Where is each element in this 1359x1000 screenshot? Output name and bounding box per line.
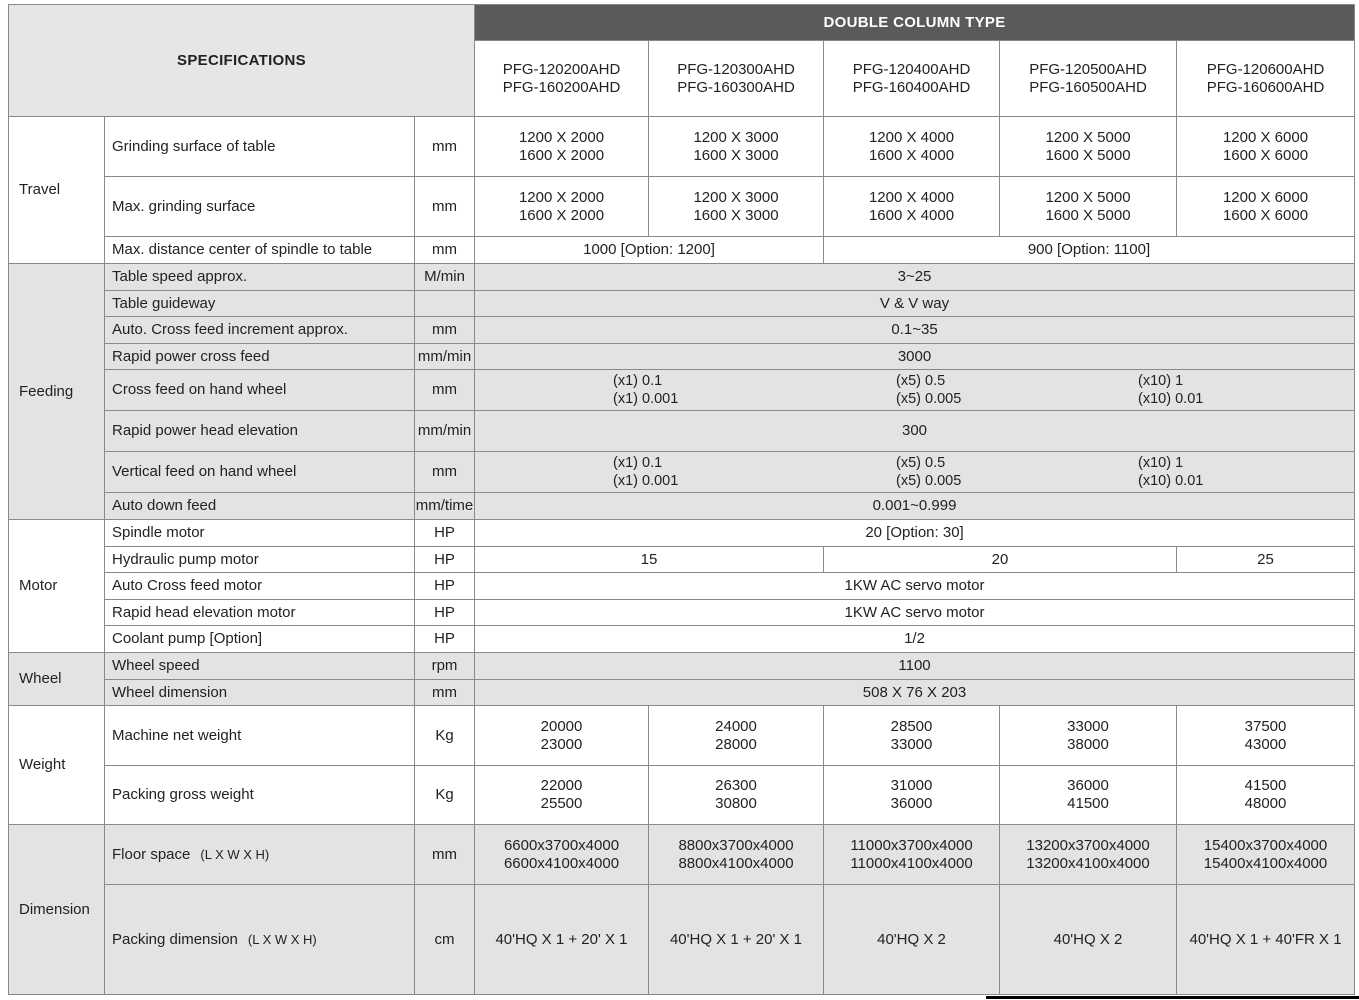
row-unit-coolant-pump: HP xyxy=(415,626,475,653)
net-weight-cell: 28500 33000 xyxy=(824,706,1000,766)
net-weight-cell: 20000 23000 xyxy=(475,706,649,766)
table-guideway-value: V & V way xyxy=(475,291,1355,317)
hand-wheel-x1: (x1) 0.1 (x1) 0.001 xyxy=(613,373,679,407)
hand-wheel-x10: (x10) 1 (x10) 0.01 xyxy=(1138,373,1204,407)
row-label-auto-cross-feed-motor: Auto Cross feed motor xyxy=(105,573,415,600)
model-column-5: PFG-120600AHD PFG-160600AHD xyxy=(1177,41,1355,117)
model-column-2: PFG-120300AHD PFG-160300AHD xyxy=(649,41,824,117)
specifications-table xyxy=(8,4,1355,995)
rapid-head-elevation-motor-value: 1KW AC servo motor xyxy=(475,600,1355,626)
max-grinding-surface-cell: 1200 X 5000 1600 X 5000 xyxy=(1000,177,1177,237)
row-label-vertical-feed-hand-wheel: Vertical feed on hand wheel xyxy=(105,452,415,493)
row-label-rapid-power-head-elevation: Rapid power head elevation xyxy=(105,411,415,452)
hydraulic-pump-motor-value: 20 xyxy=(824,547,1177,573)
model-column-4: PFG-120500AHD PFG-160500AHD xyxy=(1000,41,1177,117)
max-grinding-surface-cell: 1200 X 2000 1600 X 2000 xyxy=(475,177,649,237)
vertical-feed-hand-wheel-values xyxy=(475,452,1355,493)
row-label-rapid-head-elevation-motor: Rapid head elevation motor xyxy=(105,600,415,626)
grinding-surface-cell: 1200 X 2000 1600 X 2000 xyxy=(475,117,649,177)
gross-weight-cell: 22000 25500 xyxy=(475,766,649,825)
vertical-wheel-x5: (x5) 0.5 (x5) 0.005 xyxy=(896,455,962,489)
row-label-floor-space: Floor space (L X W X H) xyxy=(105,825,415,885)
row-unit-rapid-head-elevation-motor: HP xyxy=(415,600,475,626)
row-label-hydraulic-pump-motor: Hydraulic pump motor xyxy=(105,547,415,573)
row-label-rapid-power-cross-feed: Rapid power cross feed xyxy=(105,344,415,370)
grinding-surface-cell: 1200 X 6000 1600 X 6000 xyxy=(1177,117,1355,177)
row-unit-max-grinding-surface: mm xyxy=(415,177,475,237)
row-label-auto-cross-feed: Auto. Cross feed increment approx. xyxy=(105,317,415,344)
hydraulic-pump-motor-value: 25 xyxy=(1177,547,1355,573)
auto-cross-feed-value: 0.1~35 xyxy=(475,317,1355,344)
row-label-spindle-motor: Spindle motor xyxy=(105,520,415,547)
auto-down-feed-value: 0.001~0.999 xyxy=(475,493,1355,520)
row-label-table-guideway: Table guideway xyxy=(105,291,415,317)
gross-weight-cell: 41500 48000 xyxy=(1177,766,1355,825)
packing-dimension-cell: 40'HQ X 2 xyxy=(824,885,1000,995)
wheel-dimension-value: 508 X 76 X 203 xyxy=(475,680,1355,706)
coolant-pump-value: 1/2 xyxy=(475,626,1355,653)
row-label-packing-dimension: Packing dimension (L X W X H) xyxy=(105,885,415,995)
footer-rule xyxy=(986,996,1359,999)
model-column-3: PFG-120400AHD PFG-160400AHD xyxy=(824,41,1000,117)
packing-dimension-cell: 40'HQ X 1 + 20' X 1 xyxy=(649,885,824,995)
rapid-power-cross-feed-value: 3000 xyxy=(475,344,1355,370)
row-unit-cross-feed-hand-wheel: mm xyxy=(415,370,475,411)
row-unit-table-speed: M/min xyxy=(415,264,475,291)
row-unit-auto-cross-feed-motor: HP xyxy=(415,573,475,600)
packing-dimension-cell: 40'HQ X 1 + 40'FR X 1 xyxy=(1177,885,1355,995)
row-unit-auto-down-feed: mm/time xyxy=(415,493,475,520)
floor-space-cell: 6600x3700x4000 6600x4100x4000 xyxy=(475,825,649,885)
row-label-coolant-pump: Coolant pump [Option] xyxy=(105,626,415,653)
grinding-surface-cell: 1200 X 5000 1600 X 5000 xyxy=(1000,117,1177,177)
group-wheel: Wheel xyxy=(9,653,105,706)
group-weight: Weight xyxy=(9,706,105,825)
vertical-wheel-x1: (x1) 0.1 (x1) 0.001 xyxy=(613,455,679,489)
row-label-table-speed: Table speed approx. xyxy=(105,264,415,291)
vertical-wheel-x10: (x10) 1 (x10) 0.01 xyxy=(1138,455,1204,489)
group-dimension: Dimension xyxy=(9,825,105,995)
auto-cross-feed-motor-value: 1KW AC servo motor xyxy=(475,573,1355,600)
floor-space-cell: 13200x3700x4000 13200x4100x4000 xyxy=(1000,825,1177,885)
max-grinding-surface-cell: 1200 X 4000 1600 X 4000 xyxy=(824,177,1000,237)
group-motor: Motor xyxy=(9,520,105,653)
gross-weight-cell: 26300 30800 xyxy=(649,766,824,825)
net-weight-cell: 24000 28000 xyxy=(649,706,824,766)
packing-dimension-note: (L X W X H) xyxy=(247,931,317,947)
row-label-packing-gross-weight: Packing gross weight xyxy=(105,766,415,825)
row-unit-machine-net-weight: Kg xyxy=(415,706,475,766)
specifications-heading: SPECIFICATIONS xyxy=(9,5,475,117)
model-column-1: PFG-120200AHD PFG-160200AHD xyxy=(475,41,649,117)
spindle-motor-value: 20 [Option: 30] xyxy=(475,520,1355,547)
table-speed-value: 3~25 xyxy=(475,264,1355,291)
cross-feed-hand-wheel-values xyxy=(475,370,1355,411)
row-label-cross-feed-hand-wheel: Cross feed on hand wheel xyxy=(105,370,415,411)
max-distance-cell: 900 [Option: 1100] xyxy=(824,237,1355,264)
wheel-speed-value: 1100 xyxy=(475,653,1355,680)
row-unit-wheel-speed: rpm xyxy=(415,653,475,680)
net-weight-cell: 33000 38000 xyxy=(1000,706,1177,766)
row-unit-spindle-motor: HP xyxy=(415,520,475,547)
net-weight-cell: 37500 43000 xyxy=(1177,706,1355,766)
hydraulic-pump-motor-value: 15 xyxy=(475,547,824,573)
row-unit-packing-dimension: cm xyxy=(415,885,475,995)
floor-space-note: (L X W X H) xyxy=(200,846,270,862)
grinding-surface-cell: 1200 X 4000 1600 X 4000 xyxy=(824,117,1000,177)
row-unit-rapid-power-head-elevation: mm/min xyxy=(415,411,475,452)
packing-dimension-cell: 40'HQ X 1 + 20' X 1 xyxy=(475,885,649,995)
row-unit-packing-gross-weight: Kg xyxy=(415,766,475,825)
row-unit-table-guideway xyxy=(415,291,475,317)
row-label-grinding-surface: Grinding surface of table xyxy=(105,117,415,177)
row-label-wheel-speed: Wheel speed xyxy=(105,653,415,680)
row-unit-wheel-dimension: mm xyxy=(415,680,475,706)
row-label-max-distance: Max. distance center of spindle to table xyxy=(105,237,415,264)
row-unit-vertical-feed-hand-wheel: mm xyxy=(415,452,475,493)
row-unit-max-distance: mm xyxy=(415,237,475,264)
gross-weight-cell: 31000 36000 xyxy=(824,766,1000,825)
double-column-type-banner: DOUBLE COLUMN TYPE xyxy=(475,5,1355,41)
floor-space-cell: 8800x3700x4000 8800x4100x4000 xyxy=(649,825,824,885)
max-distance-cell: 1000 [Option: 1200] xyxy=(475,237,824,264)
row-label-auto-down-feed: Auto down feed xyxy=(105,493,415,520)
group-travel: Travel xyxy=(9,117,105,264)
row-label-machine-net-weight: Machine net weight xyxy=(105,706,415,766)
floor-space-cell: 15400x3700x4000 15400x4100x4000 xyxy=(1177,825,1355,885)
group-feeding: Feeding xyxy=(9,264,105,520)
row-unit-rapid-power-cross-feed: mm/min xyxy=(415,344,475,370)
row-unit-grinding-surface: mm xyxy=(415,117,475,177)
packing-dimension-cell: 40'HQ X 2 xyxy=(1000,885,1177,995)
grinding-surface-cell: 1200 X 3000 1600 X 3000 xyxy=(649,117,824,177)
row-unit-auto-cross-feed: mm xyxy=(415,317,475,344)
row-label-wheel-dimension: Wheel dimension xyxy=(105,680,415,706)
hand-wheel-x5: (x5) 0.5 (x5) 0.005 xyxy=(896,373,962,407)
max-grinding-surface-cell: 1200 X 6000 1600 X 6000 xyxy=(1177,177,1355,237)
row-label-max-grinding-surface: Max. grinding surface xyxy=(105,177,415,237)
row-unit-floor-space: mm xyxy=(415,825,475,885)
floor-space-cell: 11000x3700x4000 11000x4100x4000 xyxy=(824,825,1000,885)
gross-weight-cell: 36000 41500 xyxy=(1000,766,1177,825)
rapid-power-head-elevation-value: 300 xyxy=(475,411,1355,452)
row-unit-hydraulic-pump-motor: HP xyxy=(415,547,475,573)
max-grinding-surface-cell: 1200 X 3000 1600 X 3000 xyxy=(649,177,824,237)
